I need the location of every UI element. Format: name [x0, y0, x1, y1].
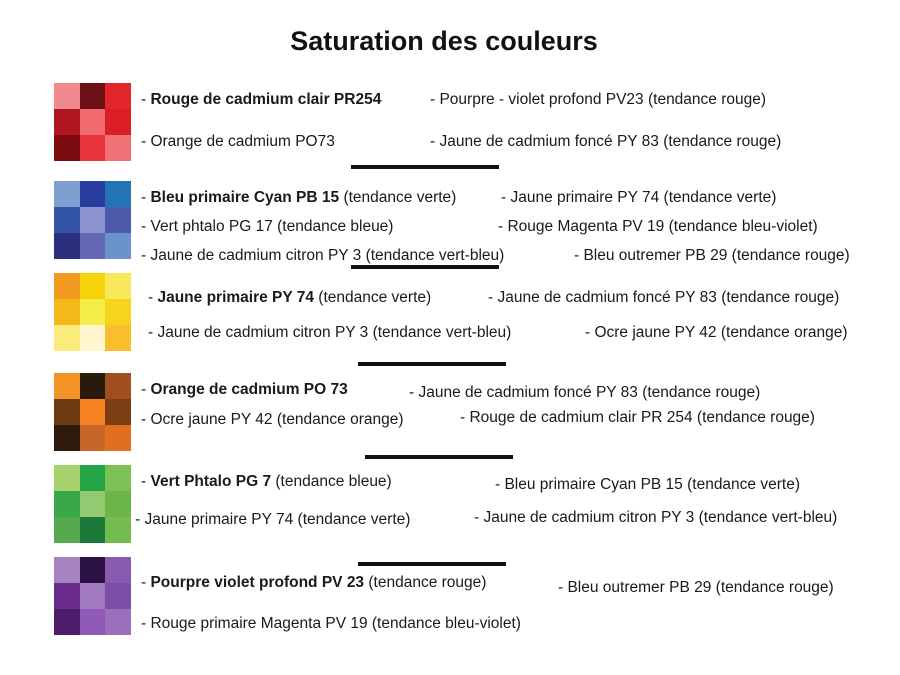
- main-color-label: - Vert Phtalo PG 7 (tendance bleue): [141, 473, 392, 490]
- swatch-cell: [80, 425, 106, 451]
- swatch-cell: [105, 181, 131, 207]
- mix-label: - Ocre jaune PY 42 (tendance orange): [141, 411, 404, 428]
- swatch-cell: [105, 425, 131, 451]
- separator-line: [358, 562, 506, 566]
- mix-label: - Bleu outremer PB 29 (tendance rouge): [574, 247, 850, 264]
- swatch-cell: [54, 609, 80, 635]
- main-color-label: - Jaune primaire PY 74 (tendance verte): [148, 289, 432, 306]
- swatch-cell: [105, 465, 131, 491]
- mix-label: - Jaune de cadmium citron PY 3 (tendance vert-bleu): [148, 324, 512, 341]
- mix-label: - Vert phtalo PG 17 (tendance bleue): [141, 218, 394, 235]
- swatch-cell: [80, 273, 106, 299]
- swatch-cell: [54, 273, 80, 299]
- swatch-cell: [80, 399, 106, 425]
- swatch-cell: [54, 425, 80, 451]
- swatch-cell: [54, 233, 80, 259]
- swatch-cell: [105, 325, 131, 351]
- mix-label: - Jaune de cadmium foncé PY 83 (tendance rouge): [430, 133, 782, 150]
- swatch-cell: [105, 373, 131, 399]
- mix-label: - Pourpre - violet profond PV23 (tendance rouge): [430, 91, 767, 108]
- swatch-cell: [80, 465, 106, 491]
- swatch-cell: [54, 83, 80, 109]
- main-color-label: - Pourpre violet profond PV 23 (tendance rouge): [141, 574, 487, 591]
- swatch-cell: [80, 181, 106, 207]
- swatch-cell: [105, 299, 131, 325]
- swatch-cell: [105, 135, 131, 161]
- mix-label: - Bleu primaire Cyan PB 15 (tendance verte): [495, 476, 800, 493]
- swatch-bleu-cyan: [54, 181, 131, 259]
- swatch-pourpre-violet: [54, 557, 131, 635]
- swatch-cell: [80, 557, 106, 583]
- swatch-cell: [80, 325, 106, 351]
- swatch-cell: [80, 207, 106, 233]
- swatch-cell: [105, 583, 131, 609]
- mix-label: - Rouge primaire Magenta PV 19 (tendance bleu-violet): [141, 615, 521, 632]
- swatch-orange-cadmium: [54, 373, 131, 451]
- swatch-cell: [54, 325, 80, 351]
- mix-label: - Rouge de cadmium clair PR 254 (tendance rouge): [460, 409, 815, 426]
- swatch-cell: [54, 491, 80, 517]
- mix-label: - Jaune de cadmium citron PY 3 (tendance vert-bleu): [141, 247, 505, 264]
- swatch-cell: [54, 517, 80, 543]
- swatch-cell: [80, 135, 106, 161]
- swatch-cell: [54, 135, 80, 161]
- page-title: Saturation des couleurs: [290, 26, 598, 56]
- mix-label: - Jaune primaire PY 74 (tendance verte): [135, 511, 411, 528]
- swatch-cell: [105, 83, 131, 109]
- swatch-cell: [80, 373, 106, 399]
- swatch-cell: [105, 399, 131, 425]
- swatch-cell: [54, 299, 80, 325]
- main-color-label: - Rouge de cadmium clair PR254: [141, 91, 382, 108]
- separator-line: [351, 265, 499, 269]
- swatch-cell: [54, 181, 80, 207]
- main-color-label: - Orange de cadmium PO 73: [141, 381, 348, 398]
- swatch-cell: [54, 399, 80, 425]
- separator-line: [365, 455, 513, 459]
- swatch-cell: [105, 609, 131, 635]
- swatch-cell: [54, 465, 80, 491]
- swatch-cell: [80, 609, 106, 635]
- swatch-cell: [54, 583, 80, 609]
- swatch-vert-phtalo: [54, 465, 131, 543]
- mix-label: - Jaune primaire PY 74 (tendance verte): [501, 189, 777, 206]
- mix-label: - Jaune de cadmium foncé PY 83 (tendance rouge): [409, 384, 761, 401]
- swatch-cell: [105, 491, 131, 517]
- mix-label: - Bleu outremer PB 29 (tendance rouge): [558, 579, 834, 596]
- swatch-cell: [105, 109, 131, 135]
- swatch-cell: [80, 517, 106, 543]
- separator-line: [358, 362, 506, 366]
- swatch-cell: [105, 517, 131, 543]
- swatch-cell: [80, 109, 106, 135]
- mix-label: - Jaune de cadmium foncé PY 83 (tendance rouge): [488, 289, 840, 306]
- swatch-cell: [54, 109, 80, 135]
- swatch-cell: [80, 299, 106, 325]
- swatch-cell: [105, 233, 131, 259]
- swatch-cell: [80, 491, 106, 517]
- swatch-cell: [54, 207, 80, 233]
- mix-label: - Orange de cadmium PO73: [141, 133, 335, 150]
- swatch-cell: [80, 233, 106, 259]
- main-color-label: - Bleu primaire Cyan PB 15 (tendance verte): [141, 189, 457, 206]
- swatch-rouge-cadmium: [54, 83, 131, 161]
- swatch-cell: [80, 83, 106, 109]
- swatch-cell: [54, 373, 80, 399]
- swatch-cell: [105, 557, 131, 583]
- swatch-cell: [105, 273, 131, 299]
- swatch-cell: [80, 583, 106, 609]
- mix-label: - Jaune de cadmium citron PY 3 (tendance vert-bleu): [474, 509, 838, 526]
- mix-label: - Ocre jaune PY 42 (tendance orange): [585, 324, 848, 341]
- swatch-jaune-primaire: [54, 273, 131, 351]
- swatch-cell: [54, 557, 80, 583]
- separator-line: [351, 165, 499, 169]
- mix-label: - Rouge Magenta PV 19 (tendance bleu-violet): [498, 218, 818, 235]
- swatch-cell: [105, 207, 131, 233]
